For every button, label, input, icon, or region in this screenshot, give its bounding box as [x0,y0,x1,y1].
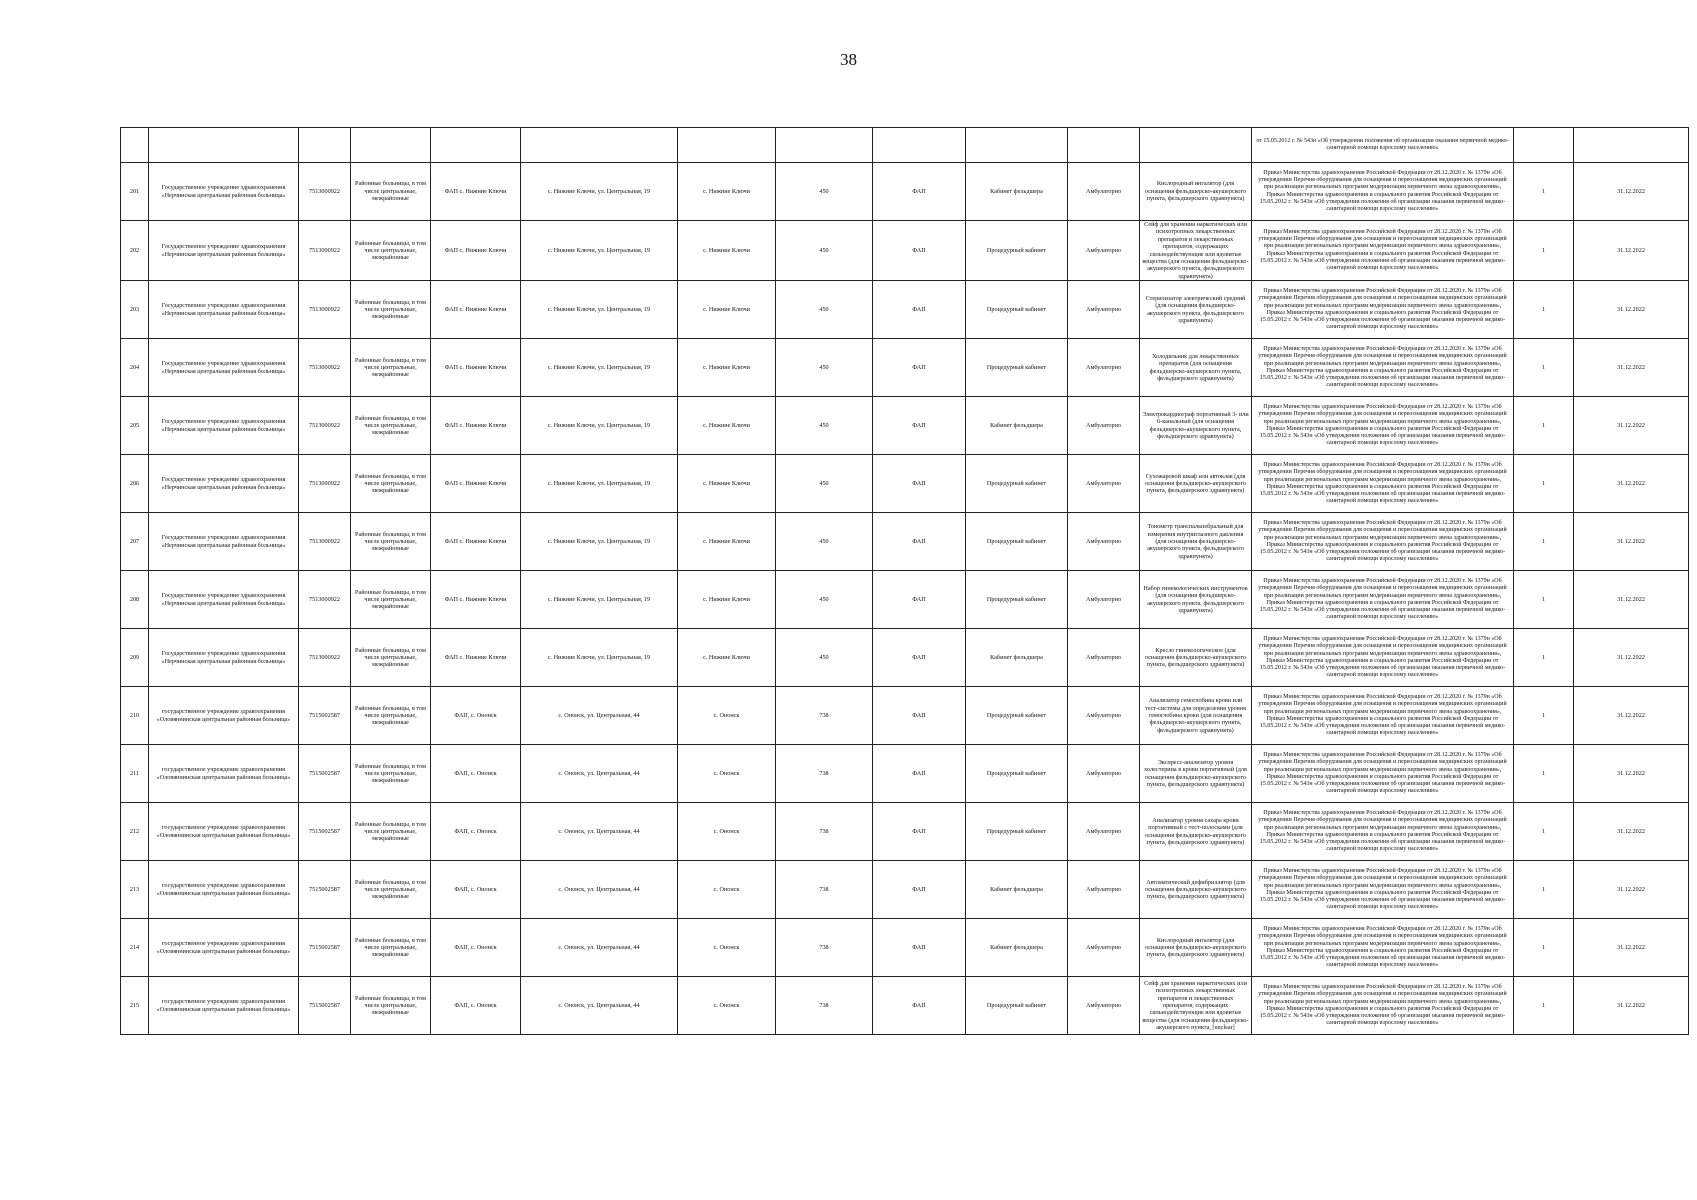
cell-unit: ФАП с. Нижние Ключи [431,397,521,455]
cell-date: 31.12.2022 [1574,687,1689,745]
cell-empty [873,128,966,163]
cell-organization: государственное учреждение здравоохранения «Оловяннинская центральная районная больница» [149,745,299,803]
cell-date: 31.12.2022 [1574,397,1689,455]
cell-inn: 7515002587 [299,861,351,919]
table-row [121,221,1689,281]
cell-population: 450 [776,629,873,687]
cell-org-type: Районные больницы, в том числе центральные, межрайонные [351,629,431,687]
cell-room: Процедурный кабинет [966,513,1068,571]
cell-row-number: 207 [121,513,149,571]
cell-unit-kind: ФАП [873,397,966,455]
cell-unit: ФАП, с. Ононск [431,745,521,803]
cell-organization: Государственное учреждение здравоохранения «Нерчинская центральная районная больница» [149,281,299,339]
cell-date: 31.12.2022 [1574,745,1689,803]
cell-room: Кабинет фельдшера [966,919,1068,977]
cell-equipment: Экспресс-анализатор уровня холестерина в крови портативный (для оснащения фельдшерско-акушерского пункта, фельдшерского здравпункта) [1140,745,1252,803]
cell-basis: Приказ Министерства здравоохранения Российской Федерации от 28.12.2020 г. № 1379н «Об утверждении Перечня оборудования для оснащения и переоснащения медицинских организаций при реализации региональных программ модернизации первичного звена здравоохранения», Приказ Министерства здравоохранения и социального развития Российской Федерации от 15.05.2012 г. № 543н «Об утверждении положения об организации оказания первичной медико-санитарной помощи взрослому населению» [1252,745,1514,803]
cell-date: 31.12.2022 [1574,861,1689,919]
cell-quantity: 1 [1514,513,1574,571]
cell-care-form: Амбулаторно [1068,397,1140,455]
cell-quantity: 1 [1514,919,1574,977]
cell-care-form: Амбулаторно [1068,977,1140,1035]
cell-address: с. Нижние Ключи, ул. Центральная, 19 [521,221,678,281]
table-row [121,455,1689,513]
cell-care-form: Амбулаторно [1068,163,1140,221]
cell-empty [678,128,776,163]
cell-room: Процедурный кабинет [966,977,1068,1035]
cell-equipment: Холодильник для лекарственных препаратов (для оснащения фельдшерско-акушерского пункта, фельдшерского здравпункта) [1140,339,1252,397]
cell-empty [431,128,521,163]
cell-address: с. Ононск, ул. Центральная, 44 [521,977,678,1035]
cell-equipment: Кресло гинекологическое (для оснащения фельдшерско-акушерского пункта, фельдшерского здравпункта) [1140,629,1252,687]
cell-population: 738 [776,861,873,919]
cell-basis: Приказ Министерства здравоохранения Российской Федерации от 28.12.2020 г. № 1379н «Об утверждении Перечня оборудования для оснащения и переоснащения медицинских организаций при реализации региональных программ модернизации первичного звена здравоохранения», Приказ Министерства здравоохранения и социального развития Российской Федерации от 15.05.2012 г. № 543н «Об утверждении положения об организации оказания первичной медико-санитарной помощи взрослому населению» [1252,281,1514,339]
cell-basis: Приказ Министерства здравоохранения Российской Федерации от 28.12.2020 г. № 1379н «Об утверждении Перечня оборудования для оснащения и переоснащения медицинских организаций при реализации региональных программ модернизации первичного звена здравоохранения», Приказ Министерства здравоохранения и социального развития Российской Федерации от 15.05.2012 г. № 543н «Об утверждении положения об организации оказания первичной медико-санитарной помощи взрослому населению» [1252,571,1514,629]
cell-unit-kind: ФАП [873,163,966,221]
cell-basis: от 15.05.2012 г. № 543н «Об утверждении положения об организации оказания первичной медико-санитарной помощи взрослому населению» [1252,128,1514,163]
cell-date: 31.12.2022 [1574,571,1689,629]
cell-row-number: 201 [121,163,149,221]
cell-inn: 7515002587 [299,687,351,745]
cell-row-number: 210 [121,687,149,745]
cell-settlement: с. Ононск [678,687,776,745]
cell-population: 450 [776,397,873,455]
cell-room: Процедурный кабинет [966,455,1068,513]
cell-row-number: 204 [121,339,149,397]
cell-basis: Приказ Министерства здравоохранения Российской Федерации от 28.12.2020 г. № 1379н «Об утверждении Перечня оборудования для оснащения и переоснащения медицинских организаций при реализации региональных программ модернизации первичного звена здравоохранения», Приказ Министерства здравоохранения и социального развития Российской Федерации от 15.05.2012 г. № 543н «Об утверждении положения об организации оказания первичной медико-санитарной помощи взрослому населению» [1252,163,1514,221]
cell-unit-kind: ФАП [873,803,966,861]
cell-org-type: Районные больницы, в том числе центральные, межрайонные [351,163,431,221]
cell-settlement: с. Нижние Ключи [678,571,776,629]
cell-unit-kind: ФАП [873,455,966,513]
cell-room: Кабинет фельдшера [966,397,1068,455]
cell-inn: 7513000922 [299,397,351,455]
cell-date: 31.12.2022 [1574,221,1689,281]
equipment-table [120,127,1689,1035]
cell-organization: Государственное учреждение здравоохранения «Нерчинская центральная районная больница» [149,163,299,221]
cell-equipment: Автоматический дефибриллятор (для оснащения фельдшерско-акушерского пункта, фельдшерского здравпункта) [1140,861,1252,919]
cell-empty [776,128,873,163]
cell-unit: ФАП, с. Ононск [431,687,521,745]
cell-population: 450 [776,281,873,339]
cell-unit-kind: ФАП [873,687,966,745]
table-row [121,339,1689,397]
cell-org-type: Районные больницы, в том числе центральные, межрайонные [351,687,431,745]
cell-quantity: 1 [1514,629,1574,687]
cell-settlement: с. Нижние Ключи [678,455,776,513]
cell-row-number: 203 [121,281,149,339]
table-row [121,687,1689,745]
cell-room: Процедурный кабинет [966,221,1068,281]
table-row [121,397,1689,455]
cell-population: 450 [776,163,873,221]
cell-basis: Приказ Министерства здравоохранения Российской Федерации от 28.12.2020 г. № 1379н «Об утверждении Перечня оборудования для оснащения и переоснащения медицинских организаций при реализации региональных программ модернизации первичного звена здравоохранения», Приказ Министерства здравоохранения и социального развития Российской Федерации от 15.05.2012 г. № 543н «Об утверждении положения об организации оказания первичной медико-санитарной помощи взрослому населению» [1252,687,1514,745]
cell-unit: ФАП, с. Ононск [431,977,521,1035]
cell-room: Процедурный кабинет [966,339,1068,397]
cell-population: 450 [776,221,873,281]
cell-settlement: с. Нижние Ключи [678,513,776,571]
cell-inn: 7513000922 [299,281,351,339]
cell-inn: 7515002587 [299,745,351,803]
cell-unit-kind: ФАП [873,977,966,1035]
cell-population: 450 [776,571,873,629]
cell-room: Процедурный кабинет [966,803,1068,861]
cell-unit: ФАП с. Нижние Ключи [431,339,521,397]
cell-room: Процедурный кабинет [966,571,1068,629]
cell-population: 450 [776,455,873,513]
cell-equipment: Анализатор гемоглобина крови или тест-системы для определения уровня гемоглобина крови (для оснащения фельдшерско-акушерского пункта, фельдшерского здравпункта) [1140,687,1252,745]
table-row [121,745,1689,803]
cell-organization: государственное учреждение здравоохранения «Оловяннинская центральная районная больница» [149,919,299,977]
cell-care-form: Амбулаторно [1068,281,1140,339]
cell-equipment: Стерилизатор электрический средний (для оснащения фельдшерско-акушерского пункта, фельдшерского здравпункта) [1140,281,1252,339]
cell-unit: ФАП с. Нижние Ключи [431,513,521,571]
cell-inn: 7513000922 [299,513,351,571]
cell-settlement: с. Ононск [678,745,776,803]
cell-unit-kind: ФАП [873,745,966,803]
cell-inn: 7513000922 [299,571,351,629]
cell-empty [149,128,299,163]
cell-equipment: Кислородный ингалятор (для оснащения фельдшерско-акушерского пункта, фельдшерского здравпункта) [1140,919,1252,977]
cell-address: с. Ононск, ул. Центральная, 44 [521,803,678,861]
cell-inn: 7513000922 [299,221,351,281]
cell-basis: Приказ Министерства здравоохранения Российской Федерации от 28.12.2020 г. № 1379н «Об утверждении Перечня оборудования для оснащения и переоснащения медицинских организаций при реализации региональных программ модернизации первичного звена здравоохранения», Приказ Министерства здравоохранения и социального развития Российской Федерации от 15.05.2012 г. № 543н «Об утверждении положения об организации оказания первичной медико-санитарной помощи взрослому населению» [1252,221,1514,281]
cell-org-type: Районные больницы, в том числе центральные, межрайонные [351,803,431,861]
cell-organization: Государственное учреждение здравоохранения «Нерчинская центральная районная больница» [149,571,299,629]
cell-row-number: 215 [121,977,149,1035]
cell-inn: 7515002587 [299,919,351,977]
cell-unit: ФАП, с. Ононск [431,919,521,977]
cell-organization: государственное учреждение здравоохранения «Оловяннинская центральная районная больница» [149,687,299,745]
cell-room: Процедурный кабинет [966,281,1068,339]
cell-empty [1140,128,1252,163]
cell-care-form: Амбулаторно [1068,455,1140,513]
cell-row-number: 202 [121,221,149,281]
cell-unit-kind: ФАП [873,513,966,571]
cell-quantity: 1 [1514,803,1574,861]
cell-unit: ФАП с. Нижние Ключи [431,455,521,513]
cell-org-type: Районные больницы, в том числе центральные, межрайонные [351,281,431,339]
table-row [121,977,1689,1035]
cell-empty [121,128,149,163]
cell-row-number: 209 [121,629,149,687]
cell-unit: ФАП с. Нижние Ключи [431,571,521,629]
cell-population: 450 [776,339,873,397]
cell-org-type: Районные больницы, в том числе центральные, межрайонные [351,397,431,455]
cell-inn: 7515002587 [299,803,351,861]
cell-basis: Приказ Министерства здравоохранения Российской Федерации от 28.12.2020 г. № 1379н «Об утверждении Перечня оборудования для оснащения и переоснащения медицинских организаций при реализации региональных программ модернизации первичного звена здравоохранения», Приказ Министерства здравоохранения и социального развития Российской Федерации от 15.05.2012 г. № 543н «Об утверждении положения об организации оказания первичной медико-санитарной помощи взрослому населению» [1252,513,1514,571]
cell-equipment: Кислородный ингалятор (для оснащения фельдшерско-акушерского пункта, фельдшерского здравпункта) [1140,163,1252,221]
cell-care-form: Амбулаторно [1068,221,1140,281]
cell-unit-kind: ФАП [873,571,966,629]
cell-address: с. Нижние Ключи, ул. Центральная, 19 [521,281,678,339]
cell-basis: Приказ Министерства здравоохранения Российской Федерации от 28.12.2020 г. № 1379н «Об утверждении Перечня оборудования для оснащения и переоснащения медицинских организаций при реализации региональных программ модернизации первичного звена здравоохранения», Приказ Министерства здравоохранения и социального развития Российской Федерации от 15.05.2012 г. № 543н «Об утверждении положения об организации оказания первичной медико-санитарной помощи взрослому населению» [1252,803,1514,861]
cell-equipment: Электрокардиограф портативный 3- или 6-канальный (для оснащения фельдшерско-акушерского пункта, фельдшерского здравпункта) [1140,397,1252,455]
cell-quantity: 1 [1514,163,1574,221]
cell-date: 31.12.2022 [1574,455,1689,513]
cell-row-number: 214 [121,919,149,977]
cell-basis: Приказ Министерства здравоохранения Российской Федерации от 28.12.2020 г. № 1379н «Об утверждении Перечня оборудования для оснащения и переоснащения медицинских организаций при реализации региональных программ модернизации первичного звена здравоохранения», Приказ Министерства здравоохранения и социального развития Российской Федерации от 15.05.2012 г. № 543н «Об утверждении положения об организации оказания первичной медико-санитарной помощи взрослому населению» [1252,861,1514,919]
cell-address: с. Нижние Ключи, ул. Центральная, 19 [521,571,678,629]
cell-care-form: Амбулаторно [1068,745,1140,803]
cell-row-number: 206 [121,455,149,513]
cell-inn: 7513000922 [299,629,351,687]
cell-org-type: Районные больницы, в том числе центральные, межрайонные [351,513,431,571]
cell-basis: Приказ Министерства здравоохранения Российской Федерации от 28.12.2020 г. № 1379н «Об утверждении Перечня оборудования для оснащения и переоснащения медицинских организаций при реализации региональных программ модернизации первичного звена здравоохранения», Приказ Министерства здравоохранения и социального развития Российской Федерации от 15.05.2012 г. № 543н «Об утверждении положения об организации оказания первичной медико-санитарной помощи взрослому населению» [1252,339,1514,397]
cell-quantity: 1 [1514,687,1574,745]
table-row [121,919,1689,977]
cell-quantity: 1 [1514,977,1574,1035]
cell-date: 31.12.2022 [1574,919,1689,977]
table-row [121,629,1689,687]
cell-empty [521,128,678,163]
table-body [121,128,1689,1035]
cell-address: с. Ононск, ул. Центральная, 44 [521,745,678,803]
cell-settlement: с. Ононск [678,977,776,1035]
cell-empty [1574,128,1689,163]
cell-equipment: Сейф для хранения наркотических или психотропных лекарственных препаратов и лекарственных препаратов, содержащих сильнодействующие или ядовитые вещества (для оснащения фельдшерско-акушерского пункта, фельдшерского здравпункта) [1140,221,1252,281]
cell-unit: ФАП, с. Ононск [431,803,521,861]
cell-quantity: 1 [1514,221,1574,281]
equipment-table-sheet [120,127,1645,1035]
cell-population: 450 [776,513,873,571]
cell-org-type: Районные больницы, в том числе центральные, межрайонные [351,455,431,513]
cell-organization: Государственное учреждение здравоохранения «Нерчинская центральная районная больница» [149,629,299,687]
cell-address: с. Ононск, ул. Центральная, 44 [521,687,678,745]
cell-address: с. Нижние Ключи, ул. Центральная, 19 [521,513,678,571]
cell-quantity: 1 [1514,339,1574,397]
cell-room: Процедурный кабинет [966,745,1068,803]
cell-population: 738 [776,687,873,745]
cell-empty [966,128,1068,163]
cell-care-form: Амбулаторно [1068,687,1140,745]
cell-care-form: Амбулаторно [1068,919,1140,977]
cell-quantity: 1 [1514,861,1574,919]
cell-inn: 7513000922 [299,163,351,221]
cell-row-number: 208 [121,571,149,629]
cell-unit-kind: ФАП [873,861,966,919]
cell-equipment: Сухожаровой шкаф или автоклав (для оснащения фельдшерско-акушерского пункта, фельдшерского здравпункта) [1140,455,1252,513]
cell-quantity: 1 [1514,571,1574,629]
cell-inn: 7515002587 [299,977,351,1035]
cell-org-type: Районные больницы, в том числе центральные, межрайонные [351,339,431,397]
cell-unit: ФАП с. Нижние Ключи [431,221,521,281]
cell-date: 31.12.2022 [1574,513,1689,571]
cell-empty [299,128,351,163]
cell-unit: ФАП с. Нижние Ключи [431,281,521,339]
cell-basis: Приказ Министерства здравоохранения Российской Федерации от 28.12.2020 г. № 1379н «Об утверждении Перечня оборудования для оснащения и переоснащения медицинских организаций при реализации региональных программ модернизации первичного звена здравоохранения», Приказ Министерства здравоохранения и социального развития Российской Федерации от 15.05.2012 г. № 543н «Об утверждении положения об организации оказания первичной медико-санитарной помощи взрослому населению» [1252,919,1514,977]
cell-settlement: с. Ононск [678,861,776,919]
cell-unit: ФАП, с. Ононск [431,861,521,919]
cell-organization: Государственное учреждение здравоохранения «Нерчинская центральная районная больница» [149,513,299,571]
cell-population: 738 [776,803,873,861]
cell-unit: ФАП с. Нижние Ключи [431,629,521,687]
cell-basis: Приказ Министерства здравоохранения Российской Федерации от 28.12.2020 г. № 1379н «Об утверждении Перечня оборудования для оснащения и переоснащения медицинских организаций при реализации региональных программ модернизации первичного звена здравоохранения», Приказ Министерства здравоохранения и социального развития Российской Федерации от 15.05.2012 г. № 543н «Об утверждении положения об организации оказания первичной медико-санитарной помощи взрослому населению» [1252,629,1514,687]
cell-empty [1514,128,1574,163]
cell-room: Кабинет фельдшера [966,861,1068,919]
cell-address: с. Нижние Ключи, ул. Центральная, 19 [521,163,678,221]
cell-population: 738 [776,977,873,1035]
cell-unit-kind: ФАП [873,629,966,687]
cell-org-type: Районные больницы, в том числе центральные, межрайонные [351,571,431,629]
cell-address: с. Ононск, ул. Центральная, 44 [521,861,678,919]
cell-address: с. Нижние Ключи, ул. Центральная, 19 [521,397,678,455]
table-row [121,163,1689,221]
cell-org-type: Районные больницы, в том числе центральные, межрайонные [351,745,431,803]
cell-address: с. Нижние Ключи, ул. Центральная, 19 [521,455,678,513]
cell-date: 31.12.2022 [1574,281,1689,339]
cell-care-form: Амбулаторно [1068,339,1140,397]
cell-organization: государственное учреждение здравоохранения «Оловяннинская центральная районная больница» [149,861,299,919]
cell-quantity: 1 [1514,281,1574,339]
cell-date: 31.12.2022 [1574,163,1689,221]
cell-equipment: Тонометр транспальпебральный для измерения внутриглазного давления (для оснащения фельдшерско-акушерского пункта, фельдшерского здравпункта) [1140,513,1252,571]
cell-care-form: Амбулаторно [1068,629,1140,687]
cell-address: с. Нижние Ключи, ул. Центральная, 19 [521,629,678,687]
cell-org-type: Районные больницы, в том числе центральные, межрайонные [351,221,431,281]
cell-organization: государственное учреждение здравоохранения «Оловяннинская центральная районная больница» [149,977,299,1035]
cell-settlement: с. Нижние Ключи [678,397,776,455]
cell-row-number: 212 [121,803,149,861]
cell-date: 31.12.2022 [1574,803,1689,861]
page-number: 38 [840,50,857,69]
cell-population: 738 [776,745,873,803]
cell-equipment: Сейф для хранения наркотических или психотропных лекарственных препаратов и лекарственных препаратов, содержащих сильнодействующие или ядовитые вещества (для оснащения фельдшерско-акушерского пункта, [unclear] [1140,977,1252,1035]
cell-organization: Государственное учреждение здравоохранения «Нерчинская центральная районная больница» [149,339,299,397]
cell-row-number: 211 [121,745,149,803]
cell-settlement: с. Нижние Ключи [678,221,776,281]
cell-unit-kind: ФАП [873,919,966,977]
cell-empty [1068,128,1140,163]
cell-date: 31.12.2022 [1574,977,1689,1035]
cell-row-number: 205 [121,397,149,455]
cell-care-form: Амбулаторно [1068,803,1140,861]
cell-unit-kind: ФАП [873,221,966,281]
cell-address: с. Нижние Ключи, ул. Центральная, 19 [521,339,678,397]
cell-date: 31.12.2022 [1574,339,1689,397]
cell-equipment: Набор гинекологических инструментов (для оснащения фельдшерско-акушерского пункта, фельдшерского здравпункта) [1140,571,1252,629]
cell-quantity: 1 [1514,745,1574,803]
cell-unit-kind: ФАП [873,281,966,339]
cell-care-form: Амбулаторно [1068,571,1140,629]
cell-quantity: 1 [1514,397,1574,455]
cell-care-form: Амбулаторно [1068,513,1140,571]
cell-care-form: Амбулаторно [1068,861,1140,919]
cell-organization: государственное учреждение здравоохранения «Оловяннинская центральная районная больница» [149,803,299,861]
table-row [121,281,1689,339]
cell-settlement: с. Ононск [678,803,776,861]
cell-population: 738 [776,919,873,977]
cell-basis: Приказ Министерства здравоохранения Российской Федерации от 28.12.2020 г. № 1379н «Об утверждении Перечня оборудования для оснащения и переоснащения медицинских организаций при реализации региональных программ модернизации первичного звена здравоохранения», Приказ Министерства здравоохранения и социального развития Российской Федерации от 15.05.2012 г. № 543н «Об утверждении положения об организации оказания первичной медико-санитарной помощи взрослому населению» [1252,397,1514,455]
table-row [121,571,1689,629]
cell-settlement: с. Нижние Ключи [678,281,776,339]
table-row [121,513,1689,571]
cell-org-type: Районные больницы, в том числе центральные, межрайонные [351,977,431,1035]
cell-settlement: с. Нижние Ключи [678,163,776,221]
table-row [121,861,1689,919]
cell-organization: Государственное учреждение здравоохранения «Нерчинская центральная районная больница» [149,221,299,281]
cell-empty [351,128,431,163]
table-row [121,803,1689,861]
cell-room: Кабинет фельдшера [966,629,1068,687]
cell-row-number: 213 [121,861,149,919]
cell-date: 31.12.2022 [1574,629,1689,687]
cell-inn: 7513000922 [299,339,351,397]
cell-inn: 7513000922 [299,455,351,513]
cell-organization: Государственное учреждение здравоохранения «Нерчинская центральная районная больница» [149,397,299,455]
continuation-row [121,128,1689,163]
cell-org-type: Районные больницы, в том числе центральные, межрайонные [351,919,431,977]
cell-room: Кабинет фельдшера [966,163,1068,221]
cell-settlement: с. Нижние Ключи [678,629,776,687]
cell-organization: Государственное учреждение здравоохранения «Нерчинская центральная районная больница» [149,455,299,513]
cell-unit: ФАП с. Нижние Ключи [431,163,521,221]
cell-room: Процедурный кабинет [966,687,1068,745]
cell-org-type: Районные больницы, в том числе центральные, межрайонные [351,861,431,919]
cell-settlement: с. Ононск [678,919,776,977]
cell-unit-kind: ФАП [873,339,966,397]
cell-basis: Приказ Министерства здравоохранения Российской Федерации от 28.12.2020 г. № 1379н «Об утверждении Перечня оборудования для оснащения и переоснащения медицинских организаций при реализации региональных программ модернизации первичного звена здравоохранения», Приказ Министерства здравоохранения и социального развития Российской Федерации от 15.05.2012 г. № 543н «Об утверждении положения об организации оказания первичной медико-санитарной помощи взрослому населению» [1252,977,1514,1035]
cell-basis: Приказ Министерства здравоохранения Российской Федерации от 28.12.2020 г. № 1379н «Об утверждении Перечня оборудования для оснащения и переоснащения медицинских организаций при реализации региональных программ модернизации первичного звена здравоохранения», Приказ Министерства здравоохранения и социального развития Российской Федерации от 15.05.2012 г. № 543н «Об утверждении положения об организации оказания первичной медико-санитарной помощи взрослому населению» [1252,455,1514,513]
cell-address: с. Ононск, ул. Центральная, 44 [521,919,678,977]
cell-settlement: с. Нижние Ключи [678,339,776,397]
cell-equipment: Анализатор уровня сахара крови портативный с тест-полосками (для оснащения фельдшерско-акушерского пункта, фельдшерского здравпункта) [1140,803,1252,861]
cell-quantity: 1 [1514,455,1574,513]
